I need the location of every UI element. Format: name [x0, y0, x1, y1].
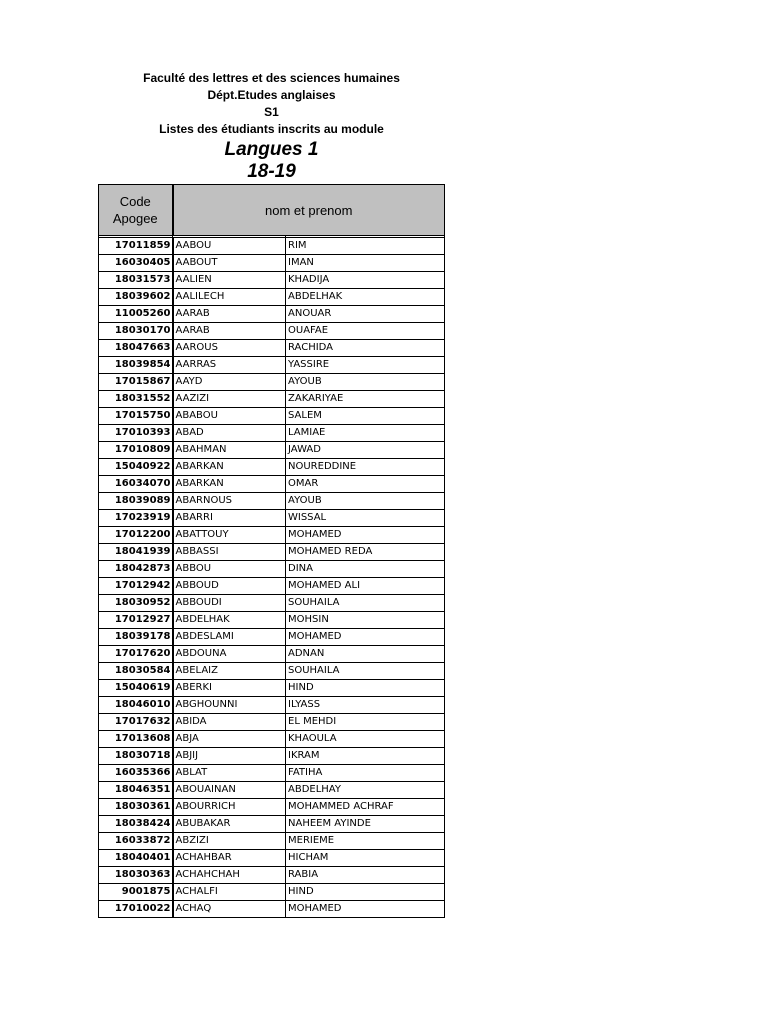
- student-prenom: IKRAM: [286, 748, 445, 765]
- table-row: [99, 578, 445, 595]
- student-prenom: IMAN: [286, 255, 445, 272]
- table-row: [99, 663, 445, 680]
- student-nom: ABGHOUNNI: [173, 697, 286, 714]
- student-prenom: FATIHA: [286, 765, 445, 782]
- student-code: 17011859: [99, 238, 173, 255]
- student-code: 18047663: [99, 340, 173, 357]
- student-code: 15040619: [99, 680, 173, 697]
- student-prenom: DINA: [286, 561, 445, 578]
- table-row: [99, 374, 445, 391]
- table-row: [99, 765, 445, 782]
- student-rows: [99, 236, 445, 918]
- student-prenom: SOUHAILA: [286, 663, 445, 680]
- student-nom: ABZIZI: [173, 833, 286, 850]
- student-nom: ABBASSI: [173, 544, 286, 561]
- table-row: [99, 306, 445, 323]
- name-header: nom et prenom: [173, 185, 445, 236]
- table-row: [99, 748, 445, 765]
- student-nom: AARAB: [173, 323, 286, 340]
- student-nom: ABDOUNA: [173, 646, 286, 663]
- student-nom: ABDELHAK: [173, 612, 286, 629]
- student-prenom: EL MEHDI: [286, 714, 445, 731]
- student-prenom: RACHIDA: [286, 340, 445, 357]
- table-row: [99, 884, 445, 901]
- list-title: Listes des étudiants inscrits au module: [159, 122, 384, 136]
- student-prenom: ADNAN: [286, 646, 445, 663]
- student-prenom: WISSAL: [286, 510, 445, 527]
- table-row: [99, 612, 445, 629]
- table-row: [99, 272, 445, 289]
- student-code: 17012942: [99, 578, 173, 595]
- table-row: [99, 357, 445, 374]
- student-nom: AAZIZI: [173, 391, 286, 408]
- student-code: 18039178: [99, 629, 173, 646]
- table-row: [99, 340, 445, 357]
- student-code: 16030405: [99, 255, 173, 272]
- table-row: [99, 238, 445, 255]
- student-code: 18030952: [99, 595, 173, 612]
- student-nom: AALIEN: [173, 272, 286, 289]
- student-prenom: MOHAMED: [286, 527, 445, 544]
- student-code: 15040922: [99, 459, 173, 476]
- student-code: 16034070: [99, 476, 173, 493]
- student-nom: ABARKAN: [173, 459, 286, 476]
- student-code: 17010022: [99, 901, 173, 918]
- student-prenom: JAWAD: [286, 442, 445, 459]
- student-code: 17015867: [99, 374, 173, 391]
- student-nom: ACHAHBAR: [173, 850, 286, 867]
- table-row: [99, 782, 445, 799]
- student-prenom: KHADIJA: [286, 272, 445, 289]
- faculty-title: Faculté des lettres et des sciences humaines: [143, 71, 400, 85]
- student-code: 18030718: [99, 748, 173, 765]
- student-prenom: OUAFAE: [286, 323, 445, 340]
- student-prenom: OMAR: [286, 476, 445, 493]
- student-nom: ABELAIZ: [173, 663, 286, 680]
- student-nom: ABBOU: [173, 561, 286, 578]
- table-row: [99, 714, 445, 731]
- student-prenom: MOHSIN: [286, 612, 445, 629]
- student-nom: ABBOUD: [173, 578, 286, 595]
- student-nom: ABJIJ: [173, 748, 286, 765]
- student-prenom: NAHEEM AYINDE: [286, 816, 445, 833]
- module-title: Langues 1: [224, 139, 319, 160]
- table-row: [99, 544, 445, 561]
- student-code: 18039854: [99, 357, 173, 374]
- student-code: 17010393: [99, 425, 173, 442]
- student-prenom: RABIA: [286, 867, 445, 884]
- table-row: [99, 289, 445, 306]
- student-nom: AARAB: [173, 306, 286, 323]
- student-code: 18030584: [99, 663, 173, 680]
- table-row: [99, 476, 445, 493]
- student-code: 17012200: [99, 527, 173, 544]
- student-code: 18039602: [99, 289, 173, 306]
- student-prenom: MOHAMED REDA: [286, 544, 445, 561]
- student-prenom: ILYASS: [286, 697, 445, 714]
- student-nom: ABDESLAMI: [173, 629, 286, 646]
- table-row: [99, 901, 445, 918]
- student-nom: AALILECH: [173, 289, 286, 306]
- student-code: 17010809: [99, 442, 173, 459]
- student-code: 16035366: [99, 765, 173, 782]
- student-nom: ABABOU: [173, 408, 286, 425]
- student-prenom: NOUREDDINE: [286, 459, 445, 476]
- student-nom: ABATTOUY: [173, 527, 286, 544]
- student-prenom: MOHAMED: [286, 901, 445, 918]
- table-row: [99, 680, 445, 697]
- student-nom: ABLAT: [173, 765, 286, 782]
- student-prenom: KHAOULA: [286, 731, 445, 748]
- table-row: [99, 527, 445, 544]
- student-code: 18031552: [99, 391, 173, 408]
- student-code: 17013608: [99, 731, 173, 748]
- student-prenom: HIND: [286, 884, 445, 901]
- student-prenom: AYOUB: [286, 493, 445, 510]
- table-row: [99, 731, 445, 748]
- student-code: 17017620: [99, 646, 173, 663]
- table-header-row: [99, 185, 445, 236]
- student-code: 17023919: [99, 510, 173, 527]
- student-prenom: ABDELHAY: [286, 782, 445, 799]
- student-code: 18046010: [99, 697, 173, 714]
- semester-label: S1: [264, 105, 279, 119]
- student-code: 17012927: [99, 612, 173, 629]
- student-prenom: LAMIAE: [286, 425, 445, 442]
- student-nom: ABARNOUS: [173, 493, 286, 510]
- student-nom: ABAHMAN: [173, 442, 286, 459]
- student-code: 18039089: [99, 493, 173, 510]
- table-row: [99, 799, 445, 816]
- student-code: 17017632: [99, 714, 173, 731]
- code-header-line1: Code: [119, 194, 151, 209]
- table-row: [99, 629, 445, 646]
- student-code: 9001875: [99, 884, 173, 901]
- student-prenom: ZAKARIYAE: [286, 391, 445, 408]
- table-row: [99, 867, 445, 884]
- student-code: 18031573: [99, 272, 173, 289]
- student-code: 18030363: [99, 867, 173, 884]
- table-row: [99, 816, 445, 833]
- student-code: 11005260: [99, 306, 173, 323]
- code-header-line2: Apogee: [112, 211, 158, 226]
- student-prenom: HIND: [286, 680, 445, 697]
- student-code: 18042873: [99, 561, 173, 578]
- table-row: [99, 833, 445, 850]
- student-nom: ABIDA: [173, 714, 286, 731]
- student-nom: AAYD: [173, 374, 286, 391]
- table-row: [99, 323, 445, 340]
- student-nom: ABARKAN: [173, 476, 286, 493]
- table-row: [99, 425, 445, 442]
- student-prenom: MOHAMMED ACHRAF: [286, 799, 445, 816]
- student-prenom: MOHAMED: [286, 629, 445, 646]
- student-code: 18030170: [99, 323, 173, 340]
- academic-year: 18-19: [247, 161, 296, 182]
- student-nom: ABARRI: [173, 510, 286, 527]
- table-row: [99, 391, 445, 408]
- table-row: [99, 459, 445, 476]
- student-prenom: AYOUB: [286, 374, 445, 391]
- student-code: 17015750: [99, 408, 173, 425]
- student-nom: ABOUAINAN: [173, 782, 286, 799]
- student-code: 16033872: [99, 833, 173, 850]
- student-code: 18030361: [99, 799, 173, 816]
- student-nom: ABJA: [173, 731, 286, 748]
- table-row: [99, 697, 445, 714]
- table-row: [99, 595, 445, 612]
- table-row: [99, 408, 445, 425]
- student-prenom: MOHAMED ALI: [286, 578, 445, 595]
- table-row: [99, 255, 445, 272]
- student-nom: AARRAS: [173, 357, 286, 374]
- student-code: 18040401: [99, 850, 173, 867]
- table-row: [99, 561, 445, 578]
- table-row: [99, 493, 445, 510]
- student-nom: AAROUS: [173, 340, 286, 357]
- student-prenom: SOUHAILA: [286, 595, 445, 612]
- code-apogee-header: [99, 185, 173, 236]
- student-prenom: SALEM: [286, 408, 445, 425]
- student-table: [98, 184, 445, 918]
- student-nom: AABOUT: [173, 255, 286, 272]
- student-prenom: ABDELHAK: [286, 289, 445, 306]
- department-title: Dépt.Etudes anglaises: [207, 88, 336, 102]
- student-code: 18038424: [99, 816, 173, 833]
- student-nom: ABOURRICH: [173, 799, 286, 816]
- student-code: 18046351: [99, 782, 173, 799]
- student-prenom: MERIEME: [286, 833, 445, 850]
- student-nom: ACHAHCHAH: [173, 867, 286, 884]
- student-nom: ABUBAKAR: [173, 816, 286, 833]
- student-nom: AABOU: [173, 238, 286, 255]
- student-prenom: YASSIRE: [286, 357, 445, 374]
- student-prenom: HICHAM: [286, 850, 445, 867]
- table-row: [99, 442, 445, 459]
- student-nom: ABERKI: [173, 680, 286, 697]
- student-prenom: ANOUAR: [286, 306, 445, 323]
- table-row: [99, 510, 445, 527]
- student-nom: ACHALFI: [173, 884, 286, 901]
- student-nom: ABAD: [173, 425, 286, 442]
- table-row: [99, 850, 445, 867]
- table-row: [99, 646, 445, 663]
- student-nom: ABBOUDI: [173, 595, 286, 612]
- student-prenom: RIM: [286, 238, 445, 255]
- student-nom: ACHAQ: [173, 901, 286, 918]
- student-code: 18041939: [99, 544, 173, 561]
